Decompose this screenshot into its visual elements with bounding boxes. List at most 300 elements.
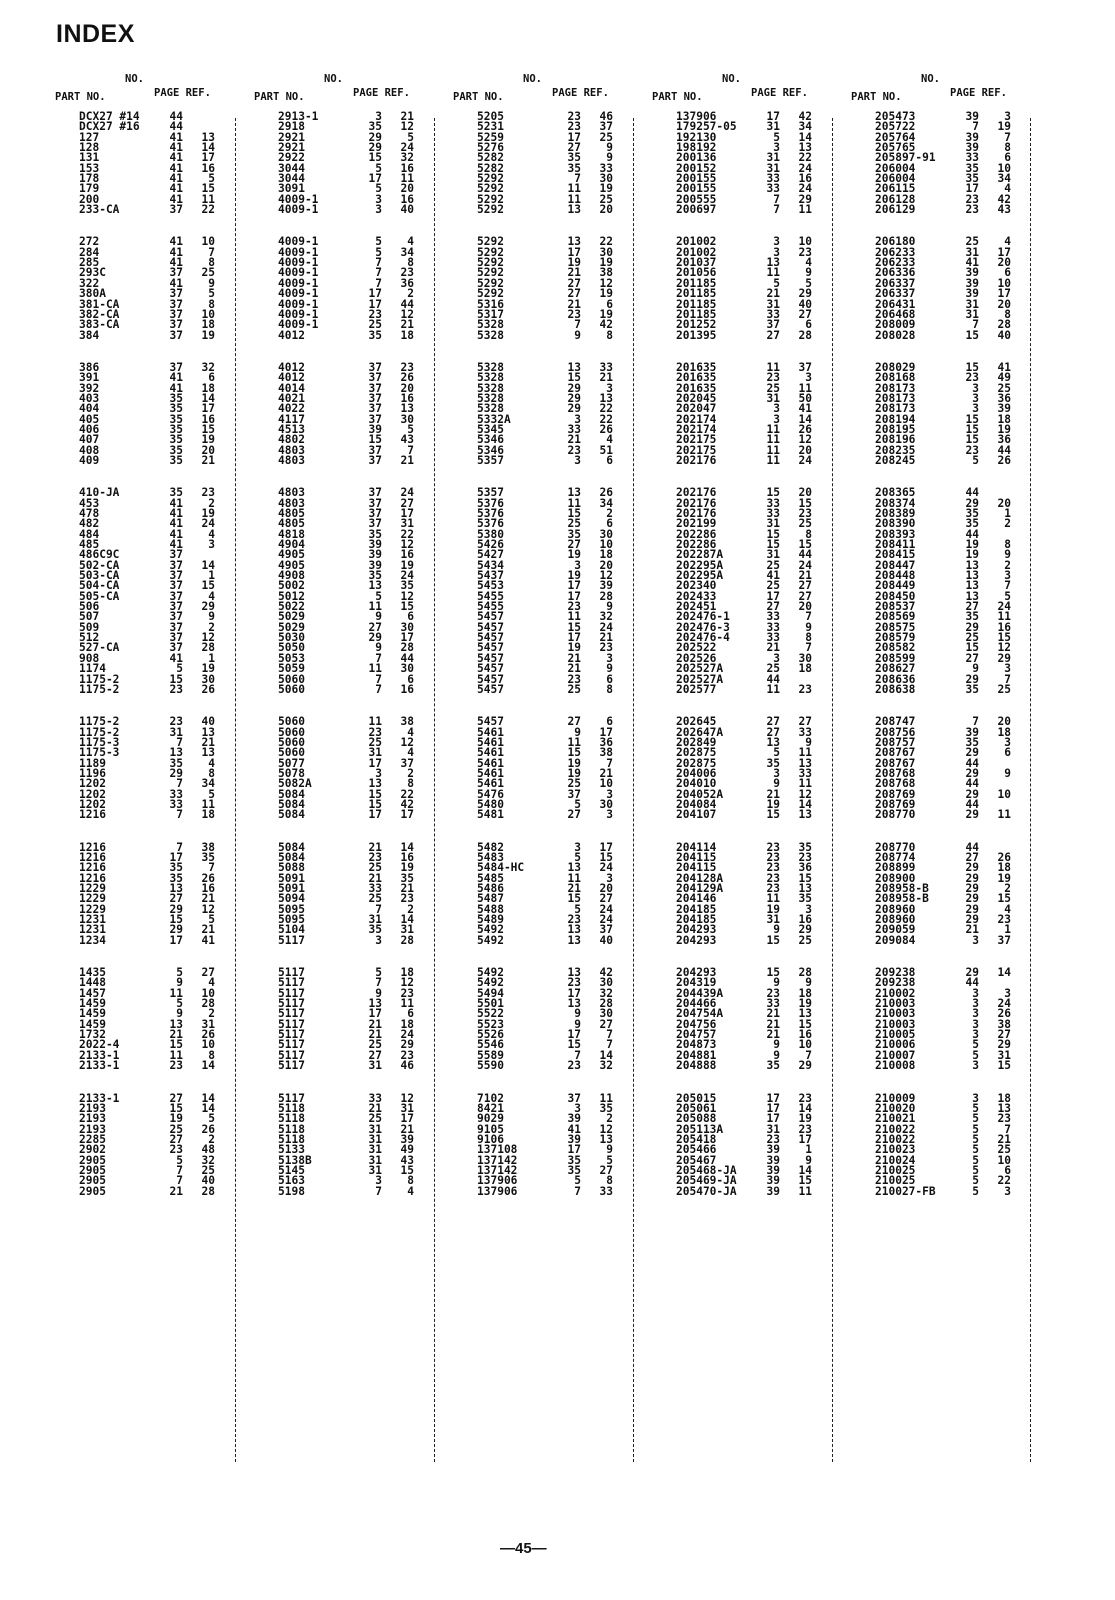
page-number-cell: 41 xyxy=(169,182,183,196)
page-number-cell: 31 xyxy=(368,1163,382,1177)
part-number: 453 xyxy=(79,496,100,510)
page-number-cell: 15 xyxy=(567,746,581,760)
part-number: 5118 xyxy=(278,1112,305,1126)
page-number-cell: 15 xyxy=(368,151,382,165)
ref-number: 2 xyxy=(1004,517,1011,531)
ref-number: 16 xyxy=(201,161,215,175)
part-number: 5332A xyxy=(477,412,511,426)
ref-number: 13 xyxy=(201,130,215,144)
ref-number: 19 xyxy=(599,256,613,270)
ref-number: 33 xyxy=(599,360,613,374)
part-number: 204115 xyxy=(676,861,717,875)
ref-number: 2 xyxy=(606,507,613,520)
page-number-cell: 17 xyxy=(368,1007,382,1021)
page-number-cell: 37 xyxy=(169,360,183,374)
page-number-cell: 13 xyxy=(567,923,581,937)
page-number-cell: 7 xyxy=(773,192,780,206)
ref-number: 14 xyxy=(201,141,215,155)
part-number: 381-CA xyxy=(79,297,120,311)
part-number: 5457 xyxy=(477,715,504,729)
ref-number: 12 xyxy=(201,902,215,916)
part-number: 505-CA xyxy=(79,589,120,603)
page-number-cell: 35 xyxy=(567,527,581,541)
page-number-cell: 37 xyxy=(169,307,183,321)
ref-number: 19 xyxy=(997,422,1011,436)
ref-number: 22 xyxy=(400,527,414,541)
ref-number: 49 xyxy=(997,371,1011,385)
ref-number: 25 xyxy=(997,1143,1011,1157)
part-number: 5328 xyxy=(477,371,504,385)
page-number-cell: 41 xyxy=(169,172,183,186)
ref-number: 37 xyxy=(997,933,1011,947)
part-number: 5282 xyxy=(477,161,504,175)
ref-number: 8 xyxy=(606,682,613,696)
page-number-cell: 35 xyxy=(766,1059,780,1073)
page-number-cell: 35 xyxy=(169,412,183,426)
page-number-cell: 29 xyxy=(567,402,581,416)
part-number: 201002 xyxy=(676,235,717,249)
page-number-cell: 7 xyxy=(176,840,183,854)
page-number-cell: 44 xyxy=(965,797,979,811)
part-number: 5380 xyxy=(477,527,504,541)
page-number-cell: 41 xyxy=(169,256,183,270)
index-row xyxy=(254,1061,453,1071)
page-number-cell: 31 xyxy=(368,1153,382,1167)
ref-number: 11 xyxy=(997,808,1011,822)
page-number-cell: 21 xyxy=(567,662,581,676)
part-number: 5523 xyxy=(477,1017,504,1031)
part-number: 202476-4 xyxy=(676,631,730,645)
part-number: 4803 xyxy=(278,486,305,500)
page-number-cell: 7 xyxy=(375,1184,382,1198)
page-number-cell: 19 xyxy=(169,1112,183,1126)
ref-number: 22 xyxy=(599,412,613,426)
index-row xyxy=(55,1061,254,1071)
index-row xyxy=(55,453,254,467)
page-number-cell: 5 xyxy=(972,1132,979,1146)
part-number: 208365 xyxy=(875,486,916,500)
page-number-cell: 27 xyxy=(169,1091,183,1105)
page-number-cell: 5 xyxy=(773,746,780,760)
part-number: 5095 xyxy=(278,902,305,916)
ref-number: 8 xyxy=(805,527,812,541)
page-number-cell: 21 xyxy=(766,1007,780,1021)
part-number: 5163 xyxy=(278,1174,305,1188)
page-number-cell: 27 xyxy=(965,651,979,665)
page-number-cell: 11 xyxy=(567,735,581,749)
part-number: 202476-3 xyxy=(676,620,730,634)
ref-number: 14 xyxy=(798,797,812,811)
part-number: 404 xyxy=(79,402,100,416)
ref-number: 11 xyxy=(798,1184,812,1198)
page-number-cell: 44 xyxy=(965,756,979,770)
ref-number: 8 xyxy=(208,297,215,311)
ref-number: 23 xyxy=(201,486,215,500)
ref-number: 26 xyxy=(798,422,812,436)
ref-number: 41 xyxy=(798,402,812,416)
part-number: 208900 xyxy=(875,871,916,885)
part-number: 208757 xyxy=(875,735,916,749)
ref-number: 21 xyxy=(798,569,812,583)
ref-number: 13 xyxy=(798,882,812,895)
ref-number: 3 xyxy=(805,902,812,916)
part-number: 204873 xyxy=(676,1038,717,1052)
part-number: 128 xyxy=(79,141,100,155)
ref-number: 7 xyxy=(606,1038,613,1052)
part-number: 206180 xyxy=(875,235,916,249)
page-number-cell: 29 xyxy=(368,141,382,155)
page-number-cell: 7 xyxy=(176,1163,183,1177)
part-number: 201185 xyxy=(676,307,717,321)
page-number-cell: 5 xyxy=(972,1101,979,1115)
ref-number: 16 xyxy=(400,192,414,206)
index-row xyxy=(453,1061,652,1071)
ref-number: 27 xyxy=(400,496,414,510)
page-number-cell: 29 xyxy=(368,130,382,144)
page-title: INDEX xyxy=(56,20,135,48)
part-number: 202286 xyxy=(676,538,717,552)
ref-number: 6 xyxy=(606,453,613,467)
part-number: 209238 xyxy=(875,966,916,980)
part-number: 1196 xyxy=(79,766,106,780)
part-number: 202176 xyxy=(676,486,717,500)
ref-number: 39 xyxy=(400,1132,414,1146)
page-number-cell: 37 xyxy=(567,787,581,801)
ref-number: 23 xyxy=(798,682,812,696)
ref-number: 27 xyxy=(599,892,613,906)
ref-number: 35 xyxy=(201,850,215,864)
part-number: 204128A xyxy=(676,871,724,885)
part-number: 202645 xyxy=(676,715,717,729)
ref-number: 6 xyxy=(1004,1163,1011,1177)
part-number: 201395 xyxy=(676,328,717,342)
page-number-cell: 37 xyxy=(169,569,183,583)
part-number: 202875 xyxy=(676,756,717,770)
part-number: 2902 xyxy=(79,1143,106,1157)
page-number-cell: 21 xyxy=(169,1028,183,1042)
index-block xyxy=(652,488,851,717)
page-number-cell: 5 xyxy=(176,662,183,676)
part-number: 8421 xyxy=(477,1101,504,1115)
part-number: 5487 xyxy=(477,892,504,906)
page-number-cell: 23 xyxy=(965,443,979,457)
page-number-cell: 9 xyxy=(375,986,382,1000)
ref-number: 13 xyxy=(997,1101,1011,1115)
page-number-cell: 17 xyxy=(567,986,581,1000)
ref-number: 22 xyxy=(599,235,613,249)
ref-number: 24 xyxy=(400,569,414,583)
page-number-cell: 23 xyxy=(766,882,780,895)
index-block xyxy=(254,1091,453,1219)
ref-number: 38 xyxy=(599,266,613,280)
ref-number: 2 xyxy=(208,1007,215,1021)
ref-number: 24 xyxy=(201,517,215,531)
part-number: 204107 xyxy=(676,808,717,822)
ref-number: 12 xyxy=(400,120,414,134)
part-number: 5328 xyxy=(477,381,504,395)
ref-number: 11 xyxy=(599,1091,613,1105)
index-row xyxy=(652,1061,851,1071)
page-number-cell: 3 xyxy=(574,412,581,426)
part-number: 206337 xyxy=(875,287,916,301)
page-number-cell: 13 xyxy=(567,203,581,217)
part-number: 4818 xyxy=(278,527,305,541)
ref-number: 35 xyxy=(400,871,414,885)
page-number-cell: 5 xyxy=(972,1112,979,1126)
page-number-cell: 44 xyxy=(965,840,979,854)
page-number-cell: 23 xyxy=(766,1132,780,1146)
page-number-cell: 37 xyxy=(368,443,382,457)
page-number-cell: 23 xyxy=(766,986,780,1000)
ref-number: 2 xyxy=(407,902,414,916)
page-number-cell: 23 xyxy=(169,1143,183,1157)
ref-number: 17 xyxy=(997,287,1011,301)
part-number: 205468-JA xyxy=(676,1163,737,1177)
index-row xyxy=(453,810,652,820)
part-number: 5357 xyxy=(477,486,504,500)
part-number: 208767 xyxy=(875,756,916,770)
ref-number: 21 xyxy=(599,631,613,645)
page-number-cell: 39 xyxy=(766,1153,780,1167)
page-number-cell: 31 xyxy=(368,1143,382,1157)
page-number-cell: 25 xyxy=(965,235,979,249)
part-number: 1229 xyxy=(79,902,106,916)
page-number-cell: 17 xyxy=(567,631,581,645)
ref-number: 17 xyxy=(599,840,613,854)
part-number: 5117 xyxy=(278,933,305,947)
column-separator xyxy=(434,118,435,1462)
part-number: 1216 xyxy=(79,861,106,875)
ref-number: 28 xyxy=(798,328,812,342)
ref-number: 31 xyxy=(400,923,414,937)
index-block xyxy=(254,488,453,717)
ref-number: 11 xyxy=(798,381,812,395)
page-number-cell: 15 xyxy=(766,933,780,947)
part-number: 153 xyxy=(79,161,100,175)
part-no-header: PART NO. xyxy=(652,91,703,103)
part-number: 4803 xyxy=(278,453,305,467)
ref-number: 5 xyxy=(407,130,414,144)
page-number-cell: 39 xyxy=(766,1143,780,1157)
part-number: 5453 xyxy=(477,579,504,593)
ref-number: 17 xyxy=(201,151,215,165)
ref-number: 12 xyxy=(599,569,613,583)
ref-number: 9 xyxy=(606,141,613,155)
page-number-cell: 31 xyxy=(766,297,780,311)
ref-number: 10 xyxy=(201,986,215,1000)
index-block xyxy=(652,840,851,968)
part-number: 206468 xyxy=(875,307,916,321)
part-number: 210005 xyxy=(875,1028,916,1042)
page-number-cell: 37 xyxy=(368,486,382,500)
ref-number: 36 xyxy=(997,391,1011,405)
ref-number: 30 xyxy=(599,797,613,811)
part-number: 1175-2 xyxy=(79,715,120,729)
ref-number: 18 xyxy=(201,381,215,395)
ref-number: 19 xyxy=(798,1112,812,1126)
part-number: 208173 xyxy=(875,381,916,395)
part-number: DCX27 #16 xyxy=(79,120,140,134)
ref-number: 33 xyxy=(599,161,613,175)
part-number: 5259 xyxy=(477,130,504,144)
ref-number: 6 xyxy=(606,715,613,729)
part-number: 5461 xyxy=(477,735,504,749)
page-number-cell: 23 xyxy=(965,192,979,206)
page-number-cell: 7 xyxy=(972,318,979,332)
ref-number: 15 xyxy=(400,1163,414,1177)
index-column xyxy=(55,72,254,1219)
part-number: 5117 xyxy=(278,966,305,980)
part-number: 204293 xyxy=(676,966,717,980)
page-number-cell: 23 xyxy=(567,1059,581,1073)
page-number-cell: 5 xyxy=(375,245,382,259)
part-number: 5480 xyxy=(477,797,504,811)
page-number-cell: 25 xyxy=(567,517,581,531)
ref-number: 44 xyxy=(400,651,414,665)
page-number-cell: 35 xyxy=(169,433,183,447)
page-number-cell: 31 xyxy=(766,1122,780,1136)
part-number: 204114 xyxy=(676,840,717,854)
ref-number: 5 xyxy=(407,422,414,436)
part-number: 208960 xyxy=(875,913,916,927)
part-number: 5483 xyxy=(477,850,504,864)
column-header xyxy=(453,72,652,112)
part-number: 5060 xyxy=(278,735,305,749)
ref-number: 34 xyxy=(798,120,812,134)
ref-number: 9 xyxy=(805,976,812,990)
part-number: 4009-1 xyxy=(278,266,319,280)
part-number: 403 xyxy=(79,391,100,405)
page-number-cell: 33 xyxy=(965,151,979,165)
part-number: 202295A xyxy=(676,558,724,572)
part-number: 208769 xyxy=(875,797,916,811)
page-number-cell: 17 xyxy=(567,245,581,259)
page-number-cell: 3 xyxy=(574,1101,581,1115)
ref-number: 24 xyxy=(798,161,812,175)
page-number-cell: 11 xyxy=(169,986,183,1000)
part-number: 5118 xyxy=(278,1122,305,1136)
index-block xyxy=(453,717,652,842)
page-number-cell: 35 xyxy=(368,527,382,541)
page-number-cell: 11 xyxy=(766,360,780,374)
index-row xyxy=(652,328,851,342)
part-number: 5292 xyxy=(477,172,504,186)
part-number: 202176 xyxy=(676,496,717,510)
ref-number: 9 xyxy=(805,266,812,280)
part-number: 5133 xyxy=(278,1143,305,1157)
part-number: 202522 xyxy=(676,641,717,655)
ref-number: 38 xyxy=(400,715,414,729)
part-number: 2905 xyxy=(79,1184,106,1198)
part-number: 204466 xyxy=(676,997,717,1011)
page-number-cell: 23 xyxy=(567,913,581,927)
part-number: 204319 xyxy=(676,976,717,990)
part-number: 5117 xyxy=(278,1038,305,1052)
page-number-cell: 21 xyxy=(965,923,979,937)
ref-number: 38 xyxy=(201,840,215,854)
ref-number: 5 xyxy=(208,787,215,801)
part-number: 208899 xyxy=(875,861,916,875)
ref-number: 16 xyxy=(400,161,414,175)
part-number: 4009-1 xyxy=(278,287,319,301)
part-no-header: PART NO. xyxy=(453,91,504,103)
ref-number: 20 xyxy=(798,443,812,457)
part-number: 4117 xyxy=(278,412,305,426)
part-number: 202527A xyxy=(676,672,724,686)
index-row xyxy=(55,682,254,696)
page-number-cell: 5 xyxy=(375,966,382,980)
page-number-cell: 25 xyxy=(567,682,581,696)
ref-number: 15 xyxy=(798,1017,812,1031)
part-number: 210008 xyxy=(875,1059,916,1073)
part-number: 202047 xyxy=(676,402,717,416)
ref-number: 17 xyxy=(997,245,1011,259)
part-number: 5084 xyxy=(278,850,305,864)
part-number: 509 xyxy=(79,620,100,634)
index-row xyxy=(453,933,652,947)
part-number: 405 xyxy=(79,412,100,426)
page-number-cell: 7 xyxy=(375,276,382,290)
part-number: 208173 xyxy=(875,391,916,405)
page-number-cell: 15 xyxy=(567,620,581,634)
ref-number: 24 xyxy=(798,182,812,196)
ref-number: 23 xyxy=(599,641,613,655)
ref-number: 27 xyxy=(599,1163,613,1177)
ref-number: 9 xyxy=(805,1153,812,1167)
page-number-cell: 31 xyxy=(965,307,979,321)
part-number: 208029 xyxy=(875,360,916,374)
page-number-cell: 27 xyxy=(766,328,780,342)
part-number: 198192 xyxy=(676,141,717,155)
page-number-cell: 9 xyxy=(773,1048,780,1062)
page-number-cell: 35 xyxy=(169,443,183,457)
part-number: 200136 xyxy=(676,151,717,165)
index-block xyxy=(453,968,652,1093)
index-block xyxy=(851,237,1050,362)
ref-number: 33 xyxy=(798,725,812,739)
part-number: 5060 xyxy=(278,682,305,696)
page-number-cell: 21 xyxy=(567,433,581,447)
page-number-cell: 39 xyxy=(965,141,979,155)
part-number: 5522 xyxy=(477,1007,504,1021)
part-number: 202199 xyxy=(676,517,717,531)
page-number-cell: 39 xyxy=(965,725,979,739)
page-number-cell: 7 xyxy=(375,651,382,665)
page-number-cell: 37 xyxy=(169,558,183,572)
part-number: 527-CA xyxy=(79,641,120,655)
part-number: 202340 xyxy=(676,579,717,593)
page-number-cell: 15 xyxy=(368,797,382,811)
page-number-cell: 19 xyxy=(965,548,979,562)
part-number: 204754A xyxy=(676,1007,724,1021)
page-number-cell: 35 xyxy=(368,569,382,583)
part-number: 5276 xyxy=(477,141,504,155)
ref-number: 9 xyxy=(606,662,613,676)
part-number: 206233 xyxy=(875,245,916,259)
ref-number: 34 xyxy=(201,777,215,791)
page-number-cell: 13 xyxy=(169,746,183,760)
ref-number: 15 xyxy=(201,182,215,196)
page-number-cell: 44 xyxy=(766,672,780,686)
page-ref-header: PAGE REF. xyxy=(552,87,609,99)
part-number: 1459 xyxy=(79,1007,106,1021)
part-number: 205418 xyxy=(676,1132,717,1146)
page-number-cell: 29 xyxy=(169,923,183,937)
page-number-cell: 37 xyxy=(766,318,780,332)
part-number: 1457 xyxy=(79,986,106,1000)
page-number-cell: 17 xyxy=(368,808,382,822)
part-number: 5346 xyxy=(477,443,504,457)
